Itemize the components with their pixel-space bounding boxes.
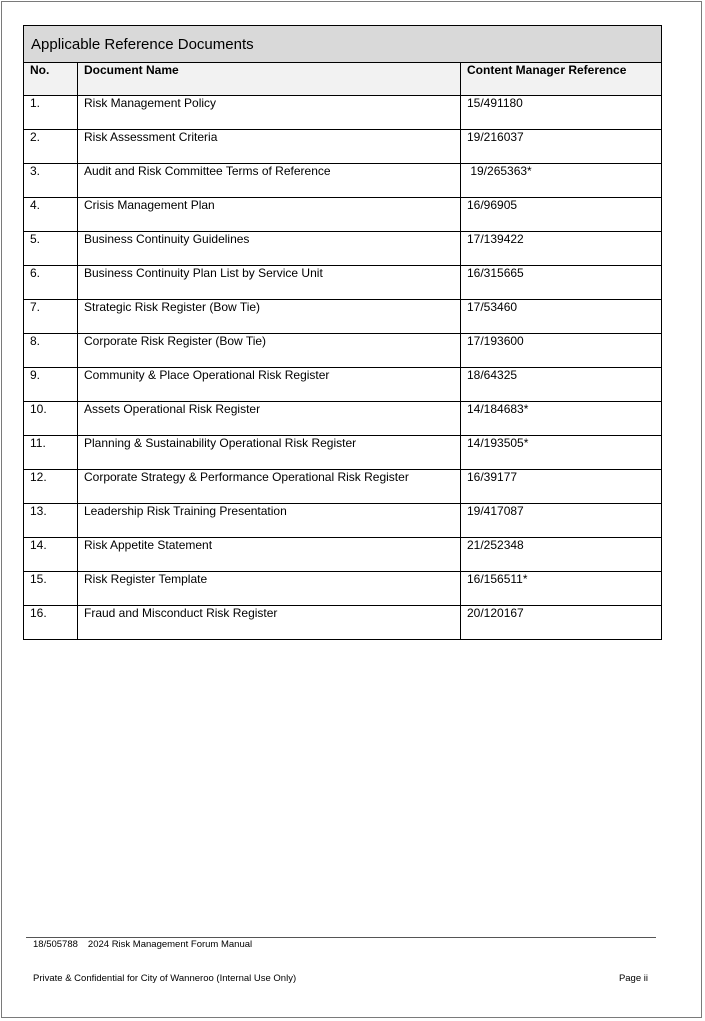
row-number: 1. xyxy=(24,96,78,130)
row-number: 9. xyxy=(24,368,78,402)
row-document-name: Business Continuity Guidelines xyxy=(78,232,461,266)
row-number: 16. xyxy=(24,606,78,640)
row-number: 10. xyxy=(24,402,78,436)
row-document-name: Risk Register Template xyxy=(78,572,461,606)
row-reference: 17/193600 xyxy=(461,334,662,368)
row-reference: 14/193505* xyxy=(461,436,662,470)
table-row xyxy=(24,266,662,300)
header-content-manager-reference: Content Manager Reference xyxy=(461,63,662,96)
table-row xyxy=(24,572,662,606)
row-document-name: Business Continuity Plan List by Service Unit xyxy=(78,266,461,300)
table-header-row xyxy=(24,63,662,96)
table-row xyxy=(24,470,662,504)
row-reference: 17/53460 xyxy=(461,300,662,334)
table-row xyxy=(24,164,662,198)
reference-documents-table xyxy=(23,25,662,640)
table-row xyxy=(24,606,662,640)
footer-confidentiality: Private & Confidential for City of Wanneroo (Internal Use Only) xyxy=(33,973,297,984)
row-document-name: Risk Management Policy xyxy=(78,96,461,130)
table-row xyxy=(24,436,662,470)
row-number: 15. xyxy=(24,572,78,606)
table-row xyxy=(24,198,662,232)
table-row xyxy=(24,232,662,266)
row-document-name: Audit and Risk Committee Terms of Reference xyxy=(78,164,461,198)
row-number: 3. xyxy=(24,164,78,198)
footer-doc-info xyxy=(33,939,262,950)
row-reference: 19/417087 xyxy=(461,504,662,538)
row-reference: 21/252348 xyxy=(461,538,662,572)
row-document-name: Crisis Management Plan xyxy=(78,198,461,232)
row-reference: 16/156511* xyxy=(461,572,662,606)
row-number: 4. xyxy=(24,198,78,232)
row-document-name: Planning & Sustainability Operational Risk Register xyxy=(78,436,461,470)
row-number: 13. xyxy=(24,504,78,538)
row-reference: 16/39177 xyxy=(461,470,662,504)
row-document-name: Assets Operational Risk Register xyxy=(78,402,461,436)
footer-doc-ref: 18/505788 xyxy=(33,939,78,950)
row-reference: 17/139422 xyxy=(461,232,662,266)
footer-doc-title: 2024 Risk Management Forum Manual xyxy=(87,939,253,950)
row-number: 5. xyxy=(24,232,78,266)
row-document-name: Fraud and Misconduct Risk Register xyxy=(78,606,461,640)
table-row xyxy=(24,368,662,402)
row-number: 12. xyxy=(24,470,78,504)
table-body xyxy=(24,96,662,640)
row-number: 8. xyxy=(24,334,78,368)
row-reference: 18/64325 xyxy=(461,368,662,402)
row-document-name: Community & Place Operational Risk Register xyxy=(78,368,461,402)
row-reference: 14/184683* xyxy=(461,402,662,436)
row-document-name: Strategic Risk Register (Bow Tie) xyxy=(78,300,461,334)
row-reference: 16/96905 xyxy=(461,198,662,232)
table-row xyxy=(24,504,662,538)
table-row xyxy=(24,538,662,572)
table-title: Applicable Reference Documents xyxy=(24,26,662,63)
row-document-name: Corporate Risk Register (Bow Tie) xyxy=(78,334,461,368)
row-number: 2. xyxy=(24,130,78,164)
table-row xyxy=(24,300,662,334)
row-reference: 19/216037 xyxy=(461,130,662,164)
table-row xyxy=(24,334,662,368)
row-document-name: Leadership Risk Training Presentation xyxy=(78,504,461,538)
footer-page-number: Page ii xyxy=(618,973,648,984)
row-reference: 16/315665 xyxy=(461,266,662,300)
row-number: 7. xyxy=(24,300,78,334)
row-number: 11. xyxy=(24,436,78,470)
row-document-name: Corporate Strategy & Performance Operational Risk Register xyxy=(78,470,461,504)
row-reference: 15/491180 xyxy=(461,96,662,130)
row-document-name: Risk Assessment Criteria xyxy=(78,130,461,164)
row-document-name: Risk Appetite Statement xyxy=(78,538,461,572)
row-number: 6. xyxy=(24,266,78,300)
row-reference: 20/120167 xyxy=(461,606,662,640)
table-row xyxy=(24,130,662,164)
row-reference: 19/265363* xyxy=(461,164,662,198)
table-row xyxy=(24,402,662,436)
header-no: No. xyxy=(24,63,78,96)
header-document-name: Document Name xyxy=(78,63,461,96)
footer-divider xyxy=(26,937,656,938)
table-row xyxy=(24,96,662,130)
row-number: 14. xyxy=(24,538,78,572)
